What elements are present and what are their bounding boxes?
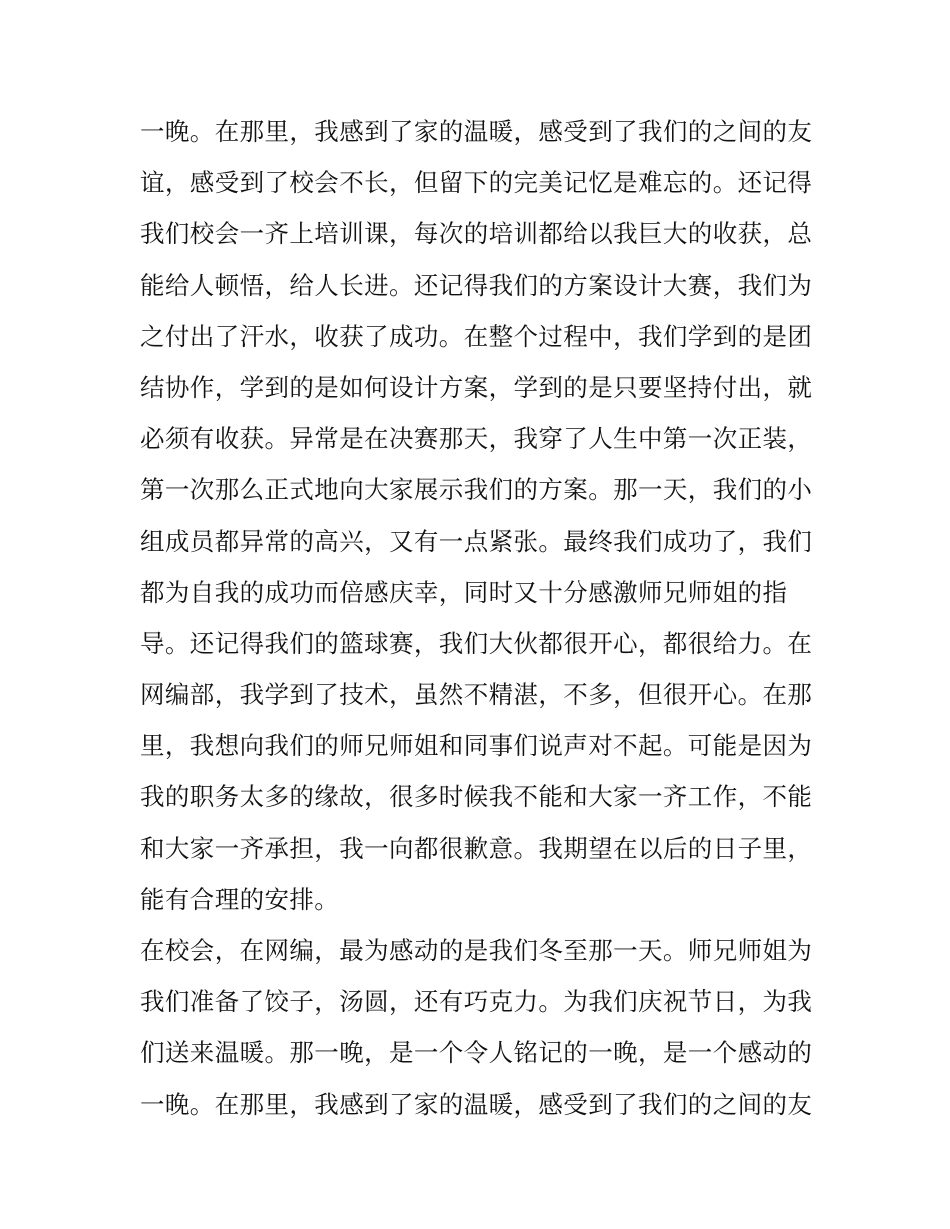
text-line: 导。还记得我们的篮球赛，我们大伙都很开心，都很给力。在 xyxy=(140,628,813,658)
text-line: 一晚。在那里，我感到了家的温暖，感受到了我们的之间的友 xyxy=(140,1089,813,1119)
text-line: 我们准备了饺子，汤圆，还有巧克力。为我们庆祝节日，为我 xyxy=(140,987,813,1017)
text-line: 在校会，在网编，最为感动的是我们冬至那一天。师兄师姐为 xyxy=(140,936,813,965)
text-line: 和大家一齐承担，我一向都很歉意。我期望在以后的日子里， xyxy=(140,833,813,863)
text-line: 网编部，我学到了技术，虽然不精湛，不多，但很开心。在那 xyxy=(140,680,813,710)
text-line: 结协作，学到的是如何设计方案，学到的是只要坚持付出，就 xyxy=(140,372,813,402)
text-line: 谊，感受到了校会不长，但留下的完美记忆是难忘的。还记得 xyxy=(140,168,813,198)
text-line: 都为自我的成功而倍感庆幸，同时又十分感激师兄师姐的指 xyxy=(140,577,788,607)
text-line: 们送来温暖。那一晚，是一个令人铭记的一晚，是一个感动的 xyxy=(140,1038,813,1068)
text-line: 我们校会一齐上培训课，每次的培训都给以我巨大的收获，总 xyxy=(140,219,813,249)
body-text xyxy=(140,106,820,1130)
text-line: 之付出了汗水，收获了成功。在整个过程中，我们学到的是团 xyxy=(140,321,813,351)
text-line: 第一次那么正式地向大家展示我们的方案。那一天，我们的小 xyxy=(140,475,813,505)
text-line: 里，我想向我们的师兄师姐和同事们说声对不起。可能是因为 xyxy=(140,731,813,761)
text-line: 一晚。在那里，我感到了家的温暖，感受到了我们的之间的友 xyxy=(140,117,813,146)
text-line: 组成员都异常的高兴，又有一点紧张。最终我们成功了，我们 xyxy=(140,526,813,556)
text-line: 能有合理的安排。 xyxy=(140,884,340,914)
text-line: 必须有收获。异常是在决赛那天，我穿了人生中第一次正装， xyxy=(140,424,813,454)
text-line: 能给人顿悟，给人长进。还记得我们的方案设计大赛，我们为 xyxy=(140,270,813,300)
text-line: 我的职务太多的缘故，很多时候我不能和大家一齐工作，不能 xyxy=(140,782,813,812)
